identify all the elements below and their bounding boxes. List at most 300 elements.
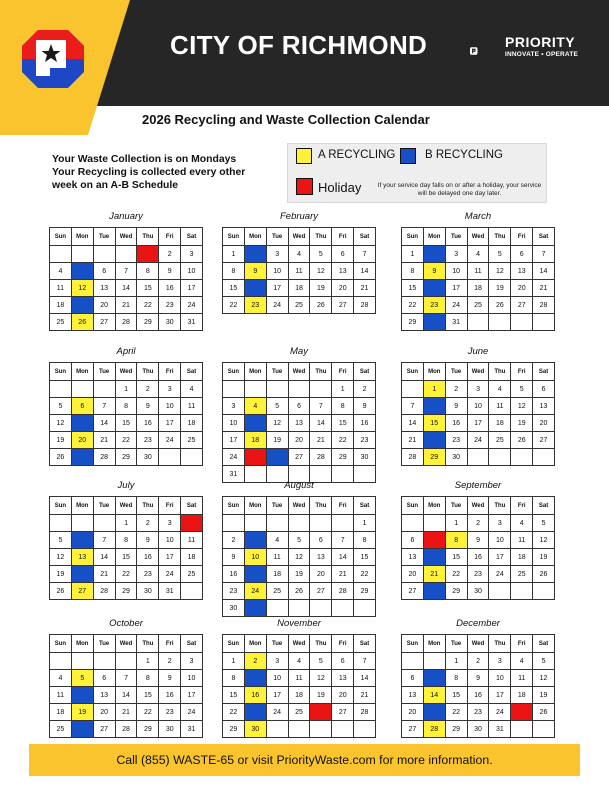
- weekday-header-row: [402, 228, 555, 246]
- day-cell: 10: [159, 532, 181, 549]
- day-cell: 2: [159, 246, 181, 263]
- empty-day-cell: [223, 515, 245, 532]
- day-cell: 24: [181, 704, 203, 721]
- day-cell: 12: [511, 398, 533, 415]
- day-cell: 4: [50, 670, 72, 687]
- weekday-header: Fri: [511, 228, 533, 246]
- weekday-header: Tue: [93, 635, 115, 653]
- empty-day-cell: [244, 515, 266, 532]
- week-row: [402, 532, 555, 549]
- day-cell: 2: [354, 381, 376, 398]
- day-cell: 31: [181, 314, 203, 331]
- weekday-header: Mon: [423, 363, 445, 381]
- day-cell: 20: [93, 297, 115, 314]
- weekday-header: Sun: [223, 497, 245, 515]
- b-recycling-day-cell: 2: [244, 246, 266, 263]
- day-cell: 22: [354, 566, 376, 583]
- empty-day-cell: [244, 381, 266, 398]
- a-recycling-day-cell: 21: [423, 566, 445, 583]
- day-cell: 25: [467, 297, 489, 314]
- day-cell: 29: [445, 583, 467, 600]
- day-cell: 12: [489, 263, 511, 280]
- empty-day-cell: [423, 653, 445, 670]
- week-row: [50, 432, 203, 449]
- b-recycling-day-cell: 6: [71, 532, 93, 549]
- empty-day-cell: [71, 381, 93, 398]
- day-cell: 1: [332, 381, 354, 398]
- day-cell: 9: [159, 670, 181, 687]
- day-cell: 17: [159, 549, 181, 566]
- empty-day-cell: [50, 653, 72, 670]
- day-cell: 18: [288, 687, 310, 704]
- day-cell: 26: [310, 297, 332, 314]
- weekday-header-row: [50, 228, 203, 246]
- day-cell: 5: [533, 653, 555, 670]
- day-cell: 22: [137, 704, 159, 721]
- month-grid: [49, 634, 203, 738]
- priority-brand-name: PRIORITY: [505, 34, 576, 50]
- a-recycling-day-cell: 8: [445, 532, 467, 549]
- empty-day-cell: [489, 449, 511, 466]
- day-cell: 7: [354, 246, 376, 263]
- empty-day-cell: [115, 246, 137, 263]
- week-row: [223, 432, 376, 449]
- info-line-1: Your Waste Collection is on Mondays: [52, 154, 237, 165]
- day-cell: 12: [310, 670, 332, 687]
- day-cell: 21: [310, 432, 332, 449]
- day-cell: 17: [223, 432, 245, 449]
- day-cell: 27: [332, 704, 354, 721]
- day-cell: 18: [511, 687, 533, 704]
- weekday-header: Sun: [50, 363, 72, 381]
- day-cell: 23: [445, 432, 467, 449]
- day-cell: 11: [50, 687, 72, 704]
- info-line-3: week on an A-B Schedule: [52, 180, 179, 191]
- day-cell: 21: [402, 432, 424, 449]
- day-cell: 19: [50, 566, 72, 583]
- b-recycling-day-cell: 22: [423, 432, 445, 449]
- weekday-header-row: [402, 363, 555, 381]
- day-cell: 20: [332, 280, 354, 297]
- day-cell: 23: [467, 566, 489, 583]
- day-cell: 30: [137, 449, 159, 466]
- day-cell: 26: [50, 583, 72, 600]
- month-name: April: [116, 346, 136, 357]
- day-cell: 6: [511, 246, 533, 263]
- day-cell: 8: [354, 532, 376, 549]
- day-cell: 9: [223, 549, 245, 566]
- day-cell: 24: [489, 704, 511, 721]
- day-cell: 24: [223, 449, 245, 466]
- day-cell: 18: [181, 549, 203, 566]
- weekday-header-row: [50, 635, 203, 653]
- b-recycling-day-cell: 21: [423, 704, 445, 721]
- day-cell: 7: [533, 246, 555, 263]
- month-grid: [401, 362, 555, 466]
- day-cell: 4: [288, 246, 310, 263]
- city-star-logo-icon: [22, 30, 84, 88]
- day-cell: 6: [93, 670, 115, 687]
- weekday-header: Sun: [50, 228, 72, 246]
- day-cell: 7: [310, 398, 332, 415]
- weekday-header: Thu: [310, 635, 332, 653]
- a-recycling-day-cell: 9: [244, 263, 266, 280]
- day-cell: 20: [533, 415, 555, 432]
- month-grid: [401, 634, 555, 738]
- day-cell: 8: [223, 263, 245, 280]
- a-recycling-day-cell: 28: [423, 721, 445, 738]
- a-recycling-day-cell: 15: [423, 415, 445, 432]
- month-grid: [401, 227, 555, 331]
- weekday-header: Wed: [467, 635, 489, 653]
- weekday-header: Sat: [181, 497, 203, 515]
- weekday-header: Wed: [467, 228, 489, 246]
- day-cell: 11: [288, 263, 310, 280]
- weekday-header: Wed: [288, 497, 310, 515]
- week-row: [223, 653, 376, 670]
- empty-day-cell: [288, 515, 310, 532]
- weekday-header: Mon: [71, 363, 93, 381]
- day-cell: 28: [332, 583, 354, 600]
- day-cell: 19: [50, 432, 72, 449]
- day-cell: 6: [533, 381, 555, 398]
- weekday-header-row: [50, 363, 203, 381]
- empty-day-cell: [71, 515, 93, 532]
- day-cell: 30: [445, 449, 467, 466]
- holiday-day-cell: 25: [244, 449, 266, 466]
- day-cell: 1: [445, 653, 467, 670]
- day-cell: 9: [354, 398, 376, 415]
- a-recycling-day-cell: 16: [244, 687, 266, 704]
- day-cell: 14: [93, 549, 115, 566]
- day-cell: 14: [332, 549, 354, 566]
- week-row: [402, 246, 555, 263]
- week-row: [223, 670, 376, 687]
- week-row: [402, 280, 555, 297]
- week-row: [402, 704, 555, 721]
- weekday-header: Tue: [445, 228, 467, 246]
- week-row: [50, 687, 203, 704]
- day-cell: 17: [266, 687, 288, 704]
- weekday-header: Sun: [402, 228, 424, 246]
- day-cell: 15: [402, 280, 424, 297]
- day-cell: 7: [93, 532, 115, 549]
- day-cell: 20: [402, 704, 424, 721]
- day-cell: 15: [137, 280, 159, 297]
- b-recycling-day-cell: 30: [423, 314, 445, 331]
- day-cell: 2: [467, 653, 489, 670]
- weekday-header: Tue: [266, 228, 288, 246]
- month-grid: [222, 496, 376, 617]
- weekday-header: Mon: [423, 635, 445, 653]
- day-cell: 21: [533, 280, 555, 297]
- weekday-header-row: [223, 497, 376, 515]
- day-cell: 22: [115, 566, 137, 583]
- day-cell: 6: [332, 246, 354, 263]
- empty-day-cell: [511, 583, 533, 600]
- weekday-header: Mon: [244, 497, 266, 515]
- day-cell: 30: [223, 600, 245, 617]
- b-recycling-day-cell: 20: [71, 566, 93, 583]
- weekday-header-row: [402, 497, 555, 515]
- month-grid: [401, 496, 555, 600]
- empty-day-cell: [93, 246, 115, 263]
- b-recycling-day-cell: 2: [423, 246, 445, 263]
- b-recycling-day-cell: 16: [244, 280, 266, 297]
- weekday-header: Tue: [266, 635, 288, 653]
- weekday-header: Wed: [115, 228, 137, 246]
- day-cell: 21: [332, 566, 354, 583]
- day-cell: 8: [115, 398, 137, 415]
- calendar-subtitle: 2026 Recycling and Waste Collection Calendar: [142, 112, 430, 127]
- empty-day-cell: [266, 600, 288, 617]
- week-row: [50, 246, 203, 263]
- day-cell: 5: [288, 532, 310, 549]
- weekday-header: Sun: [50, 497, 72, 515]
- day-cell: 29: [332, 449, 354, 466]
- day-cell: 13: [402, 549, 424, 566]
- day-cell: 22: [223, 704, 245, 721]
- day-cell: 6: [332, 653, 354, 670]
- b-recycling-day-cell: 8: [423, 398, 445, 415]
- day-cell: 22: [223, 297, 245, 314]
- day-cell: 16: [159, 687, 181, 704]
- day-cell: 25: [266, 583, 288, 600]
- weekday-header-row: [223, 635, 376, 653]
- day-cell: 29: [223, 721, 245, 738]
- weekday-header: Mon: [244, 635, 266, 653]
- week-row: [402, 721, 555, 738]
- day-cell: 11: [50, 280, 72, 297]
- day-cell: 26: [533, 704, 555, 721]
- day-cell: 20: [402, 566, 424, 583]
- b-recycling-day-cell: 17: [244, 566, 266, 583]
- day-cell: 19: [533, 687, 555, 704]
- day-cell: 23: [159, 297, 181, 314]
- month-grid: [49, 496, 203, 600]
- day-cell: 29: [354, 583, 376, 600]
- day-cell: 30: [467, 583, 489, 600]
- empty-day-cell: [71, 653, 93, 670]
- day-cell: 5: [310, 653, 332, 670]
- a-recycling-day-cell: 12: [71, 280, 93, 297]
- day-cell: 20: [310, 566, 332, 583]
- day-cell: 21: [115, 297, 137, 314]
- weekday-header: Wed: [288, 363, 310, 381]
- weekday-header: Wed: [288, 635, 310, 653]
- day-cell: 10: [181, 670, 203, 687]
- weekday-header: Mon: [423, 228, 445, 246]
- week-row: [223, 415, 376, 432]
- empty-day-cell: [266, 381, 288, 398]
- day-cell: 11: [511, 670, 533, 687]
- empty-day-cell: [288, 721, 310, 738]
- day-cell: 25: [50, 721, 72, 738]
- day-cell: 11: [266, 549, 288, 566]
- day-cell: 18: [467, 280, 489, 297]
- day-cell: 9: [467, 670, 489, 687]
- day-cell: 3: [489, 653, 511, 670]
- week-row: [402, 566, 555, 583]
- week-row: [223, 532, 376, 549]
- weekday-header: Mon: [244, 363, 266, 381]
- day-cell: 14: [115, 687, 137, 704]
- weekday-header: Thu: [489, 363, 511, 381]
- b-recycling-day-cell: 12: [71, 687, 93, 704]
- weekday-header: Sat: [533, 635, 555, 653]
- empty-day-cell: [310, 515, 332, 532]
- day-cell: 27: [402, 721, 424, 738]
- day-cell: 21: [354, 280, 376, 297]
- week-row: [50, 280, 203, 297]
- weekday-header: Sat: [533, 497, 555, 515]
- a-recycling-day-cell: 10: [244, 549, 266, 566]
- day-cell: 7: [402, 398, 424, 415]
- month-name: August: [284, 480, 314, 491]
- holiday-day-cell: 26: [310, 704, 332, 721]
- day-cell: 14: [402, 415, 424, 432]
- day-cell: 19: [489, 280, 511, 297]
- empty-day-cell: [467, 314, 489, 331]
- day-cell: 13: [310, 549, 332, 566]
- week-row: [402, 687, 555, 704]
- day-cell: 4: [467, 246, 489, 263]
- day-cell: 11: [288, 670, 310, 687]
- weekday-header: Fri: [332, 635, 354, 653]
- weekday-header: Mon: [71, 497, 93, 515]
- week-row: [402, 449, 555, 466]
- day-cell: 1: [115, 381, 137, 398]
- priority-p-logo-icon: [470, 36, 500, 66]
- day-cell: 23: [159, 704, 181, 721]
- day-cell: 17: [489, 687, 511, 704]
- weekday-header: Sun: [402, 363, 424, 381]
- day-cell: 19: [310, 687, 332, 704]
- day-cell: 18: [50, 704, 72, 721]
- empty-day-cell: [93, 381, 115, 398]
- weekday-header: Tue: [93, 497, 115, 515]
- day-cell: 1: [445, 515, 467, 532]
- empty-day-cell: [533, 314, 555, 331]
- day-cell: 30: [159, 721, 181, 738]
- week-row: [402, 583, 555, 600]
- week-row: [223, 381, 376, 398]
- day-cell: 19: [310, 280, 332, 297]
- weekday-header: Tue: [445, 497, 467, 515]
- day-cell: 11: [511, 532, 533, 549]
- day-cell: 25: [50, 314, 72, 331]
- weekday-header: Tue: [266, 497, 288, 515]
- week-row: [223, 398, 376, 415]
- legend-b-label: B RECYCLING: [425, 149, 503, 161]
- b-recycling-day-cell: 26: [71, 721, 93, 738]
- weekday-header: Mon: [71, 635, 93, 653]
- empty-day-cell: [533, 449, 555, 466]
- legend-holiday-swatch: [296, 178, 313, 195]
- weekday-header: Thu: [310, 228, 332, 246]
- day-cell: 21: [93, 432, 115, 449]
- day-cell: 27: [93, 721, 115, 738]
- month-name: October: [109, 618, 143, 629]
- day-cell: 16: [137, 549, 159, 566]
- weekday-header: Thu: [310, 363, 332, 381]
- week-row: [50, 549, 203, 566]
- weekday-header: Fri: [511, 363, 533, 381]
- b-recycling-day-cell: 23: [244, 704, 266, 721]
- day-cell: 1: [402, 246, 424, 263]
- empty-day-cell: [181, 449, 203, 466]
- day-cell: 24: [266, 704, 288, 721]
- day-cell: 15: [445, 687, 467, 704]
- week-row: [50, 381, 203, 398]
- weekday-header-row: [50, 497, 203, 515]
- holiday-day-cell: 7: [423, 532, 445, 549]
- day-cell: 8: [332, 398, 354, 415]
- day-cell: 2: [137, 515, 159, 532]
- weekday-header: Fri: [332, 228, 354, 246]
- day-cell: 18: [288, 280, 310, 297]
- day-cell: 6: [310, 532, 332, 549]
- day-cell: 11: [181, 532, 203, 549]
- day-cell: 21: [93, 566, 115, 583]
- week-row: [223, 704, 376, 721]
- day-cell: 8: [223, 670, 245, 687]
- day-cell: 15: [332, 415, 354, 432]
- empty-day-cell: [402, 381, 424, 398]
- day-cell: 26: [511, 432, 533, 449]
- weekday-header: Tue: [93, 363, 115, 381]
- week-row: [50, 398, 203, 415]
- weekday-header: Thu: [489, 228, 511, 246]
- a-recycling-day-cell: 20: [71, 432, 93, 449]
- day-cell: 27: [511, 297, 533, 314]
- day-cell: 3: [223, 398, 245, 415]
- empty-day-cell: [223, 381, 245, 398]
- a-recycling-day-cell: 2: [244, 653, 266, 670]
- weekday-header: Wed: [115, 497, 137, 515]
- weekday-header: Wed: [467, 497, 489, 515]
- week-row: [223, 583, 376, 600]
- weekday-header: Thu: [489, 497, 511, 515]
- a-recycling-day-cell: 18: [244, 432, 266, 449]
- empty-day-cell: [310, 600, 332, 617]
- weekday-header: Sat: [533, 228, 555, 246]
- day-cell: 17: [159, 415, 181, 432]
- day-cell: 19: [288, 566, 310, 583]
- day-cell: 3: [181, 653, 203, 670]
- day-cell: 29: [115, 583, 137, 600]
- day-cell: 3: [445, 246, 467, 263]
- day-cell: 10: [181, 263, 203, 280]
- day-cell: 26: [489, 297, 511, 314]
- week-row: [223, 687, 376, 704]
- week-row: [50, 566, 203, 583]
- day-cell: 14: [310, 415, 332, 432]
- day-cell: 28: [93, 583, 115, 600]
- week-row: [402, 653, 555, 670]
- day-cell: 5: [50, 532, 72, 549]
- weekday-header: Sun: [402, 635, 424, 653]
- weekday-header: Sat: [181, 363, 203, 381]
- day-cell: 28: [402, 449, 424, 466]
- day-cell: 3: [266, 246, 288, 263]
- week-row: [50, 532, 203, 549]
- weekday-header: Sat: [181, 228, 203, 246]
- day-cell: 6: [288, 398, 310, 415]
- a-recycling-day-cell: 26: [71, 314, 93, 331]
- week-row: [50, 314, 203, 331]
- weekday-header: Sat: [354, 635, 376, 653]
